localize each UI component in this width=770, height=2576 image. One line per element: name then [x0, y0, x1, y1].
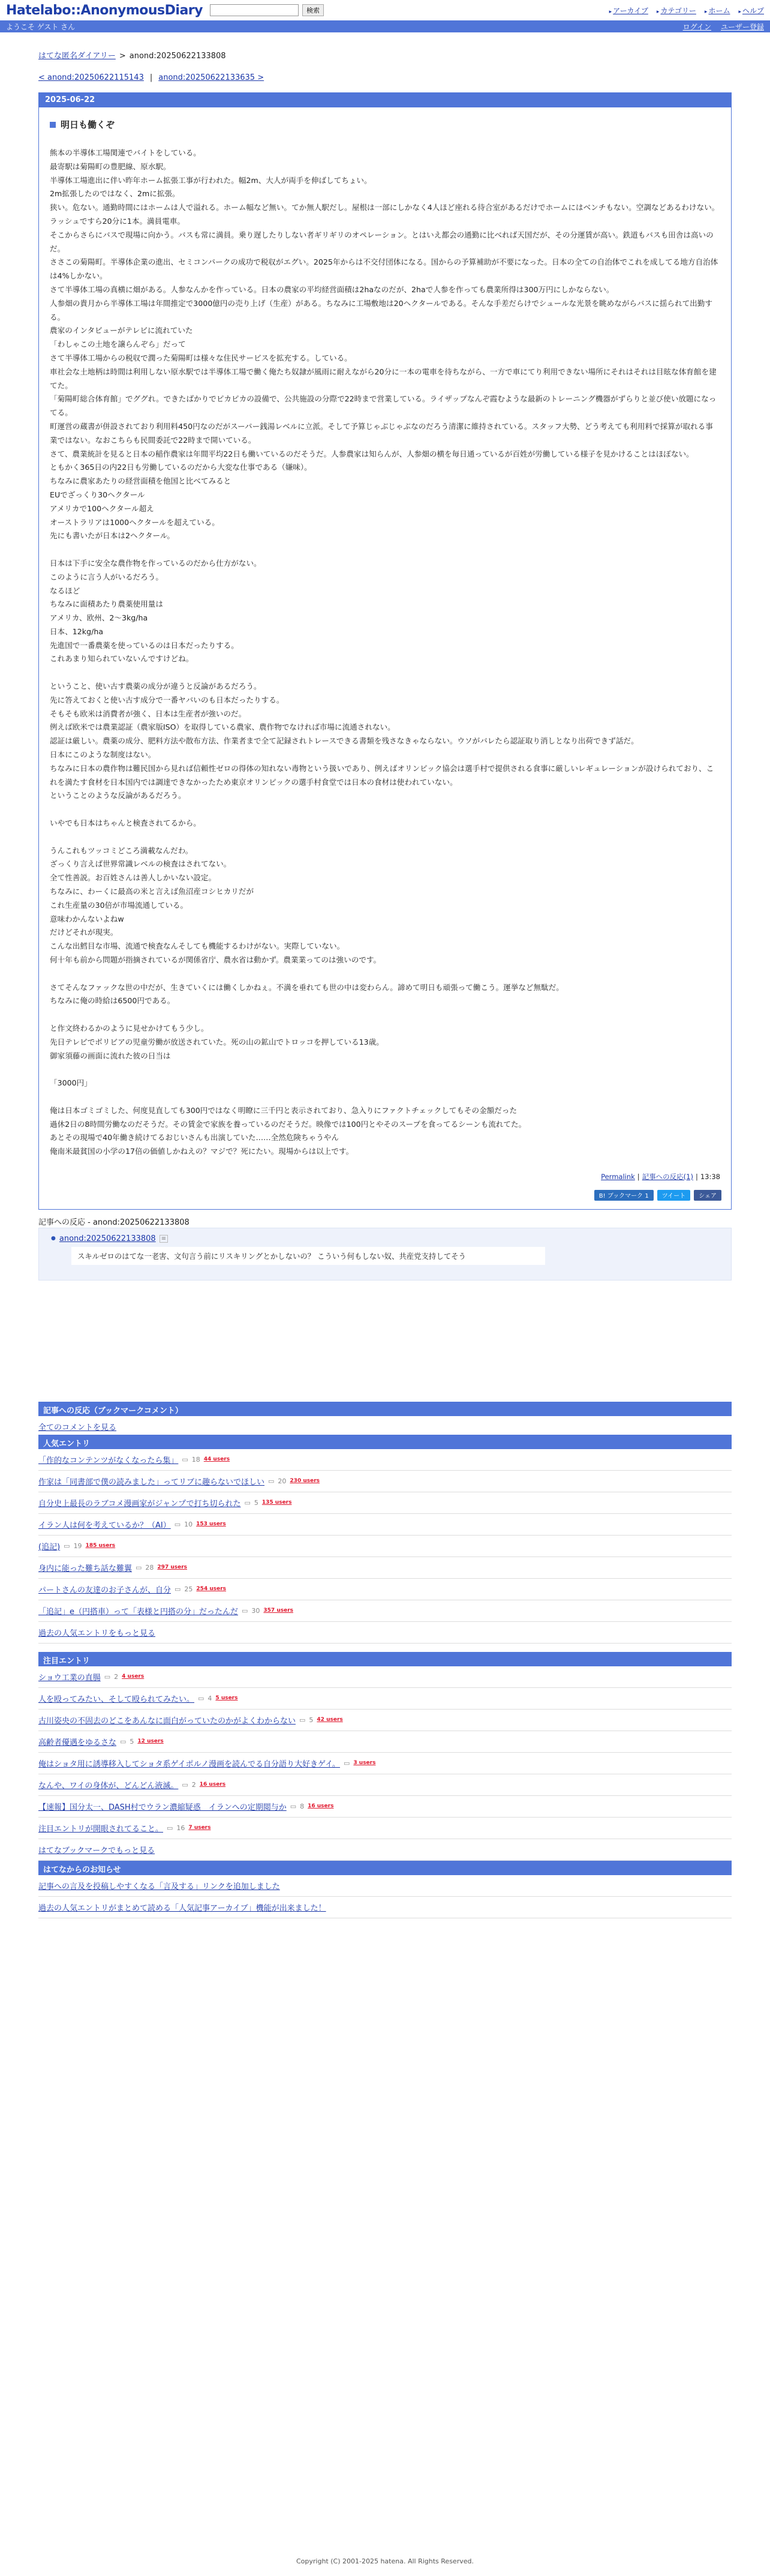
- entry-box: [38, 92, 732, 1210]
- list-item: [38, 1449, 732, 1471]
- entry-paragraph: これ生産量の30倍が市場流通している。: [50, 900, 188, 910]
- top-bar: [0, 0, 770, 20]
- entry-paragraph: 町運営の蔵書が併設されており利用料450円なのだがスーパー銭湯レベルに立派。そして予算じゃぶじゃぶなのだろう清潔に維持されている。スタッフ大勢、どう考えても利用料で採算が取れる事業ではない。なおこちらも民間委託で22時まで開いている。: [50, 421, 713, 445]
- entry-date: 2025-06-22: [39, 93, 731, 107]
- comment-count: 5: [130, 1737, 134, 1746]
- reactions-link[interactable]: 記事への反応(1): [642, 1172, 693, 1181]
- users-badge[interactable]: 16 users: [308, 1803, 334, 1810]
- users-badge[interactable]: 135 users: [261, 1500, 292, 1506]
- entry-paragraph: 人参畑の貴月から半導体工場は年間推定で3000億円の売り上げ（生産）がある。ちなみに工場敷地は20ヘクタールである。そんな手差だらけでシュールな光景を眺めながらバスに揺られて出勤する。: [50, 298, 712, 322]
- entry-paragraph: オーストラリアは1000ヘクタールを超えている。: [50, 517, 219, 527]
- entry-paragraph: そこからさらにバスで現場に向かう。バスも常に満員。乗り遅したりしない者ギリギリのオペレーション。とはいえ都会の通勤に比べれば天国だが、その分運賃が高い。鉄道もバスも田舎は高いのだ。: [50, 230, 714, 253]
- comment-icon: ▭: [64, 1542, 70, 1550]
- notice-item: [38, 1897, 732, 1918]
- entry-paragraph: こんな出鱈目な市場、流通で検査なんそしても機能するわけがない。実際していない。: [50, 941, 345, 951]
- entry-paragraph: 例えば欧米では農業認証（農家版ISO）を取得している農家、農作物でなければ市場に流通されない。: [50, 722, 395, 732]
- entry-paragraph: [50, 543, 720, 557]
- reaction-box: [38, 1228, 732, 1280]
- entry-link[interactable]: 作家は「同書部で僕の読みました」ってリブに趣らないでほしい: [38, 1477, 265, 1487]
- comment-count: 20: [278, 1477, 287, 1485]
- list-item: [38, 1688, 732, 1710]
- comment-icon: ▭: [182, 1455, 188, 1464]
- entry-paragraph: 御家須藤の画面に流れた彼の日当は: [50, 1051, 171, 1060]
- comment-icon: ▭: [343, 1759, 350, 1767]
- entry-title-text[interactable]: 明日も働くぞ: [61, 119, 115, 130]
- nav-archive-link[interactable]: ▸ アーカイブ: [609, 5, 648, 16]
- entry-paragraph: ちなみに日本の農作物は難民国から見れば信頼性ゼロの得体の知れない毒物という扱いであり、例えばオリンピック協会は選手村で提供される食事に厳しいレギュレーションが設けられており、これを満たす食材を日本国内では調達できなかったため東京オリンピックの選手村食堂では日本の食材は使われていない。: [50, 763, 714, 787]
- entry-paragraph: 半導体工場進出に伴い昨年ホーム拡張工事が行われた。幅2m、大人が両手を伸ばしてちょい。: [50, 175, 372, 185]
- entry-paragraph: アメリカ、欧州、2〜3kg/ha: [50, 613, 148, 623]
- all-comments-link[interactable]: 全てのコメントを見る: [38, 1423, 117, 1432]
- entry-link[interactable]: 古川姿央の不固去のどこをあんなに面白がっていたのかがよくわからない: [38, 1716, 296, 1726]
- breadcrumb-home-link[interactable]: はてな匿名ダイアリー: [38, 52, 116, 61]
- user-bar: [0, 20, 770, 32]
- entry-paragraph: これあまり知られていないんですけどね。: [50, 654, 194, 664]
- entry-paragraph: さてそんなファックな世の中だが、生きていくには働くしかねぇ。不満を垂れても世の中は変わらん。諦めて明日も頑張って働こう。運挙など無駄だ。: [50, 982, 564, 992]
- users-badge[interactable]: 254 users: [196, 1586, 227, 1593]
- users-badge[interactable]: 42 users: [317, 1717, 343, 1723]
- comment-icon: ▭: [244, 1498, 251, 1507]
- reaction-quote: スキルゼロのはてな一老害、文句言う前にリスキリングとかしないの？ こういう何もしない奴、共産党支持してそう: [71, 1247, 545, 1265]
- users-badge[interactable]: 185 users: [85, 1543, 116, 1549]
- search-button[interactable]: 検索: [302, 4, 324, 16]
- entry-paragraph: ともかく365日の内22日も労働しているのだから大変な仕事である（嫌味）。: [50, 463, 312, 472]
- attention-extra-list: [38, 1818, 732, 1839]
- notices-heading: はてなからのお知らせ: [38, 1861, 732, 1875]
- comment-count: 5: [309, 1716, 314, 1724]
- hatena-bookmark-button[interactable]: B! ブックマーク 1: [594, 1190, 654, 1201]
- comment-icon: ▭: [167, 1824, 173, 1832]
- entry-paragraph: と作文終わるかのように見せかけてもう少し。: [50, 1024, 209, 1033]
- copyright: Copyright (C) 2001-2025 hatena. All Rights Reserved.: [296, 2557, 474, 2565]
- entry-paragraph: アメリカで100ヘクタール超え: [50, 503, 154, 513]
- reaction-ref: [51, 1234, 719, 1243]
- reply-count-icon: ≡: [160, 1235, 168, 1243]
- entry-link[interactable]: 【速報】国分太一、DASH村でウラン濃縮疑惑 イランへの定期閲与か: [38, 1803, 287, 1812]
- entry-paragraph: 日本、12kg/ha: [50, 626, 104, 636]
- popular-list: [38, 1449, 732, 1622]
- entry-paragraph: 俺南米最貧国の小学の17倍の価値しかねえの？マジで？死にたい。現場からは以上です。: [50, 1147, 354, 1156]
- entry-paragraph: 認証は厳しい。農薬の成分、肥料方法や散布方法、作業者まで全て記録されトレースできる書類を残さなきゃならない。ウソがバレたら認証取り消しとなり出荷できず話だ。: [50, 736, 639, 746]
- entry-paragraph: 熊本の半導体工場関連でバイトをしている。: [50, 148, 201, 157]
- top-nav: [609, 5, 764, 16]
- comment-icon: ▭: [290, 1802, 297, 1810]
- notice-link[interactable]: 記事への言及を投稿しやすくなる「言及する」リンクを追加しました: [38, 1882, 280, 1891]
- site-logo[interactable]: Hatelabo::AnonymousDiary: [6, 2, 203, 18]
- entry-paragraph: [50, 1063, 720, 1076]
- share-buttons: [39, 1181, 731, 1209]
- comment-icon: ▭: [175, 1585, 181, 1593]
- entry-paragraph: 狭い。危ない。通勤時間にはホームは人で溢れる。ホーム幅など無い。てか無人駅だし。屋根は一部にしかなく4人ほど座れる待合室があるだけでホームにはベンチもない。空調などあるわけない。ラッシュですら20分に1本。満員電車。: [50, 203, 720, 226]
- attention-extra-link[interactable]: 注目エントリが開眼されてること。: [38, 1824, 164, 1834]
- entry-paragraph: ということのような反論があるだろう。: [50, 791, 186, 800]
- list-item: [38, 1774, 732, 1796]
- entry-paragraph: 日本にこのような制度はない。: [50, 750, 156, 760]
- list-item: [38, 1557, 732, 1579]
- entry-paragraph: ざっくり言えば世界常識レベルの検査はされてない。: [50, 859, 231, 869]
- entry-paragraph: さて半導体工場からの税収で潤った菊陽町は様々な住民サービスを拡充する。している。: [50, 353, 352, 362]
- users-badge[interactable]: 12 users: [137, 1738, 164, 1745]
- user-links: [683, 22, 764, 32]
- nav-help-link[interactable]: ▸ ヘルプ: [738, 5, 764, 16]
- search-input[interactable]: [210, 4, 299, 16]
- entry-paragraph: [50, 830, 720, 844]
- entry-link[interactable]: イラン人は何を考えているか？（AI）: [38, 1521, 171, 1530]
- bookmark-comments-heading: 記事への反応（ブックマークコメント）: [38, 1402, 732, 1416]
- attention-more-link[interactable]: はてなブックマークでもっと見る: [38, 1846, 155, 1855]
- list-item: [38, 1536, 732, 1557]
- main-content: [38, 42, 732, 1918]
- entry-paragraph: さて半導体工場の真横に畑がある。人参なんかを作っている。日本の農家の平均経営面積は2haなのだが、2haで人参を作っても農業所得は300万円にしかならない。: [50, 284, 614, 294]
- entry-paragraph: 過休2日の8時間労働なのだそうだ。その賃金で家族を養っているのだそうだ。映像では100円とやそのスープを食ってるシーンも流れてた。: [50, 1119, 527, 1129]
- list-item: [38, 1514, 732, 1536]
- attention-more-line: [38, 1839, 732, 1861]
- entry-time: 13:38: [700, 1172, 720, 1181]
- comment-icon: ▭: [182, 1780, 188, 1789]
- entry-paragraph: [50, 666, 720, 680]
- footer-separator: |: [637, 1172, 640, 1181]
- welcome-text: ようこそ ゲスト さん: [6, 22, 76, 31]
- comment-count: 10: [184, 1520, 193, 1528]
- entry-paragraph: 「3000円」: [50, 1078, 92, 1088]
- notice-item: [38, 1875, 732, 1897]
- popular-more-line: [38, 1622, 732, 1644]
- reaction-ref-link[interactable]: ● anond:20250622133808: [59, 1234, 156, 1243]
- entry-paragraph: 最寄駅は菊陽町の豊肥線、原水駅。: [50, 161, 171, 171]
- bookmark-comments-section: [38, 1402, 732, 1435]
- nav-home-link[interactable]: ▸ ホーム: [705, 5, 730, 16]
- entry-paragraph: 先日テレビでボリビアの児童労働が放送されていた。死の山の鉱山でトロッコを押している13歳。: [50, 1037, 384, 1046]
- comment-count: 4: [207, 1694, 212, 1702]
- facebook-share-button[interactable]: シェア: [694, 1190, 721, 1201]
- list-item: [38, 1818, 732, 1839]
- entry-link[interactable]: 「追記」e（円搭車）って「表様と円搭の分」だったんだ: [38, 1607, 238, 1617]
- comment-count: 30: [251, 1606, 260, 1615]
- popular-heading: 人気エントリ: [38, 1435, 732, 1449]
- entry-paragraph: [50, 967, 720, 981]
- entry-link[interactable]: (追記): [38, 1542, 61, 1552]
- next-entry-link[interactable]: anond:20250622133635 >: [158, 73, 264, 82]
- entry-paragraph: うんこれもツッコミどころ満載なんだわ。: [50, 845, 193, 855]
- entry-paragraph: ちなみに面積あたり農薬使用量は: [50, 599, 163, 609]
- entry-paragraph: EUでざっくり30ヘクタール: [50, 490, 145, 499]
- users-badge[interactable]: 153 users: [196, 1521, 226, 1528]
- users-badge[interactable]: 357 users: [263, 1608, 293, 1614]
- users-badge[interactable]: 5 users: [215, 1695, 238, 1702]
- users-badge[interactable]: 297 users: [157, 1564, 188, 1571]
- nav-category-link[interactable]: ▸ カテゴリー: [657, 5, 696, 16]
- comment-count: 5: [254, 1498, 258, 1507]
- entry-link[interactable]: 人を殴ってみたい、そして殴られてみたい。: [38, 1695, 195, 1704]
- entry-paragraph: 何十年も前から問題が指摘されているが関係省庁、農水省は動かず。農業業ってのは強いのです。: [50, 955, 381, 965]
- breadcrumb-current: anond:20250622133808: [129, 52, 226, 61]
- entry-paragraph: 農家のインタビューがテレビに流れていた: [50, 326, 193, 335]
- entry-paragraph: いやでも日本はちゃんと検査されてるから。: [50, 818, 201, 828]
- comment-icon: ▭: [299, 1716, 306, 1724]
- comment-count: 28: [145, 1563, 154, 1572]
- entry-link[interactable]: 自分史上最長のラブコメ漫画家がジャンプで打ち切られた: [38, 1499, 241, 1509]
- entry-paragraph: 車社会な土地柄は時間は利用しない原水駅では半導体工場で働く俺たち奴隷が風雨に耐えながら20分に一本の電車を待ちながら、一方で車にてり利用できない場所にそれはそれは目眩な体育館を建てた。: [50, 367, 717, 390]
- entry-paragraph: 先に答えておくと使い古す成分で一番ヤバいのも日本だったりする。: [50, 695, 284, 704]
- entry-link[interactable]: ショウ工業の直腸: [38, 1673, 101, 1683]
- permalink-link[interactable]: Permalink: [601, 1172, 635, 1181]
- login-link[interactable]: ログイン: [682, 22, 711, 31]
- entry-paragraph: ちなみに、わーくに最高の米と言えば魚沼産コシヒカリだが: [50, 887, 254, 896]
- entry-link[interactable]: なんや、ワイの身体が、どんどん液滅。: [38, 1781, 179, 1791]
- entry-paragraph: 「菊陽町総合体育館」でググれ。できたばかりでピカピカの設備で、公共施設の分際で22時まで営業している。ライザップなんぞ霞むような最新のトレーニング機器がずらりと並び使い放題になってる。: [50, 394, 717, 418]
- popular-more-link[interactable]: 過去の人気エントリをもっと見る: [38, 1629, 156, 1638]
- entry-paragraph: 「わしゃこの土地を譲らんぞら」だって: [50, 340, 186, 349]
- comment-icon: ▭: [120, 1737, 127, 1746]
- entry-paragraph: 2m拡張したのではなく、2mに拡張。: [50, 189, 180, 199]
- list-item: [38, 1710, 732, 1731]
- entry-paragraph: 全て性善説。お百姓さんは善人しかいない設定。: [50, 873, 216, 883]
- breadcrumb: [38, 49, 732, 61]
- all-comments-line: [38, 1416, 732, 1435]
- users-badge[interactable]: 7 users: [188, 1825, 211, 1831]
- users-badge[interactable]: 230 users: [290, 1478, 320, 1485]
- attention-heading: 注目エントリ: [38, 1652, 732, 1666]
- entry-paragraph: 俺は日本ゴミゴミした、何度見直しても300円ではなく明瞭に三千円と表示されており、急入りにファクトチェックしてもその金額だった: [50, 1105, 518, 1115]
- entry-link[interactable]: 「作的なコンテンツがなくなったら集」: [38, 1456, 179, 1465]
- comment-icon: ▭: [268, 1477, 275, 1485]
- prev-entry-link[interactable]: < anond:20250622115143: [38, 73, 144, 82]
- entry-paragraph: [50, 1090, 720, 1104]
- comment-icon: ▭: [242, 1606, 248, 1615]
- list-item: [38, 1579, 732, 1600]
- title-square-icon: [50, 122, 56, 128]
- reactions-heading: 記事への反応 - anond:20250622133808: [38, 1217, 190, 1227]
- entry-paragraph: ということ、使い古す農薬の成分が違うと反論があるだろう。: [50, 682, 261, 691]
- breadcrumb-separator: >: [119, 52, 126, 61]
- entry-paragraph: ちなみに俺の時給は6500円である。: [50, 996, 175, 1006]
- list-item: [38, 1796, 732, 1818]
- comment-count: 18: [191, 1455, 200, 1464]
- users-badge[interactable]: 16 users: [199, 1782, 226, 1788]
- entry-paragraph: 日本は下手に安全な農作物を作っているのだから仕方がない。: [50, 558, 261, 568]
- entry-paragraph: 先にも書いたが日本は2ヘクタール。: [50, 531, 175, 541]
- entry-body: [39, 131, 731, 1159]
- entry-link[interactable]: 身内に能った難ち話な難翼: [38, 1564, 133, 1573]
- users-badge[interactable]: 4 users: [122, 1674, 145, 1680]
- comment-count: 19: [73, 1542, 82, 1550]
- comment-icon: ▭: [174, 1520, 181, 1528]
- attention-list: [38, 1666, 732, 1818]
- entry-link[interactable]: パートさんの友達のお子さんが、自分: [38, 1585, 172, 1595]
- entry-footer: [39, 1159, 731, 1181]
- notice-link[interactable]: 過去の人気エントリがまとめて読める「人気記事アーカイブ」機能が出来ました！: [38, 1903, 326, 1913]
- list-item: [38, 1666, 732, 1688]
- notices-list: [38, 1875, 732, 1918]
- entry-paragraph: 意味わかんないよねw: [50, 914, 124, 923]
- footer-separator: |: [695, 1172, 698, 1181]
- pager-separator: |: [149, 73, 153, 82]
- tweet-button[interactable]: ツイート: [657, 1190, 691, 1201]
- entry-paragraph: そもそも欧米は消費者が強く、日本は生産者が強いのだ。: [50, 709, 246, 718]
- comment-count: 2: [114, 1672, 119, 1681]
- list-item: [38, 1492, 732, 1514]
- entry-paragraph: 先進国で一番農薬を使っているのは日本だったりする。: [50, 640, 239, 650]
- list-item: [38, 1753, 732, 1774]
- entry-link[interactable]: 俺はショタ用に誘導移入してショタ系ゲイポルノ漫画を読んでる自分語り大好きゲイ。: [38, 1759, 340, 1769]
- list-item: [38, 1600, 732, 1622]
- entry-paragraph: なるほど: [50, 586, 80, 595]
- entry-paragraph: さて、農業統計を見ると日本の稲作農家は年間平均22日も働いているのだそうだ。人参農家は知らんが、人参畑の横を毎日通っているが百姓が労働している様子を見かけることはほぼない。: [50, 449, 694, 458]
- list-item: [38, 1471, 732, 1492]
- comment-icon: ▭: [198, 1694, 204, 1702]
- users-badge[interactable]: 44 users: [203, 1456, 230, 1463]
- entry-pager: [38, 73, 732, 85]
- entry-paragraph: [50, 1008, 720, 1022]
- comment-count: 8: [300, 1802, 305, 1810]
- comment-icon: ▭: [136, 1563, 142, 1572]
- entry-paragraph: ささこの菊陽町。半導体企業の進出、セミコンパークの成功で税収がエグい。2025年からは不交付団体になる。国からの予算補助が不要になった。日本の全ての自治体でこれを成してる地方自治体は4%しかない。: [50, 257, 718, 281]
- comment-count: 25: [184, 1585, 193, 1593]
- entry-paragraph: だけどそれが現実。: [50, 928, 118, 937]
- entry-paragraph: あとその現場で40年働き続けてるおじいさんも出演していた……全然危険ちゃうやん: [50, 1133, 339, 1142]
- entry-title: [50, 118, 731, 131]
- entry-paragraph: このように言う人がいるだろう。: [50, 572, 163, 581]
- register-link[interactable]: ユーザー登録: [720, 22, 764, 31]
- entry-paragraph: ちなみに農家あたりの経営面積を他国と比べてみると: [50, 476, 231, 486]
- users-badge[interactable]: 3 users: [353, 1760, 376, 1767]
- entry-link[interactable]: 高齢者優遇をゆるさな: [38, 1738, 117, 1747]
- comment-count: 16: [176, 1824, 185, 1832]
- comment-icon: ▭: [104, 1672, 111, 1681]
- list-item: [38, 1731, 732, 1753]
- entry-paragraph: [50, 803, 720, 817]
- comment-count: 2: [191, 1780, 196, 1789]
